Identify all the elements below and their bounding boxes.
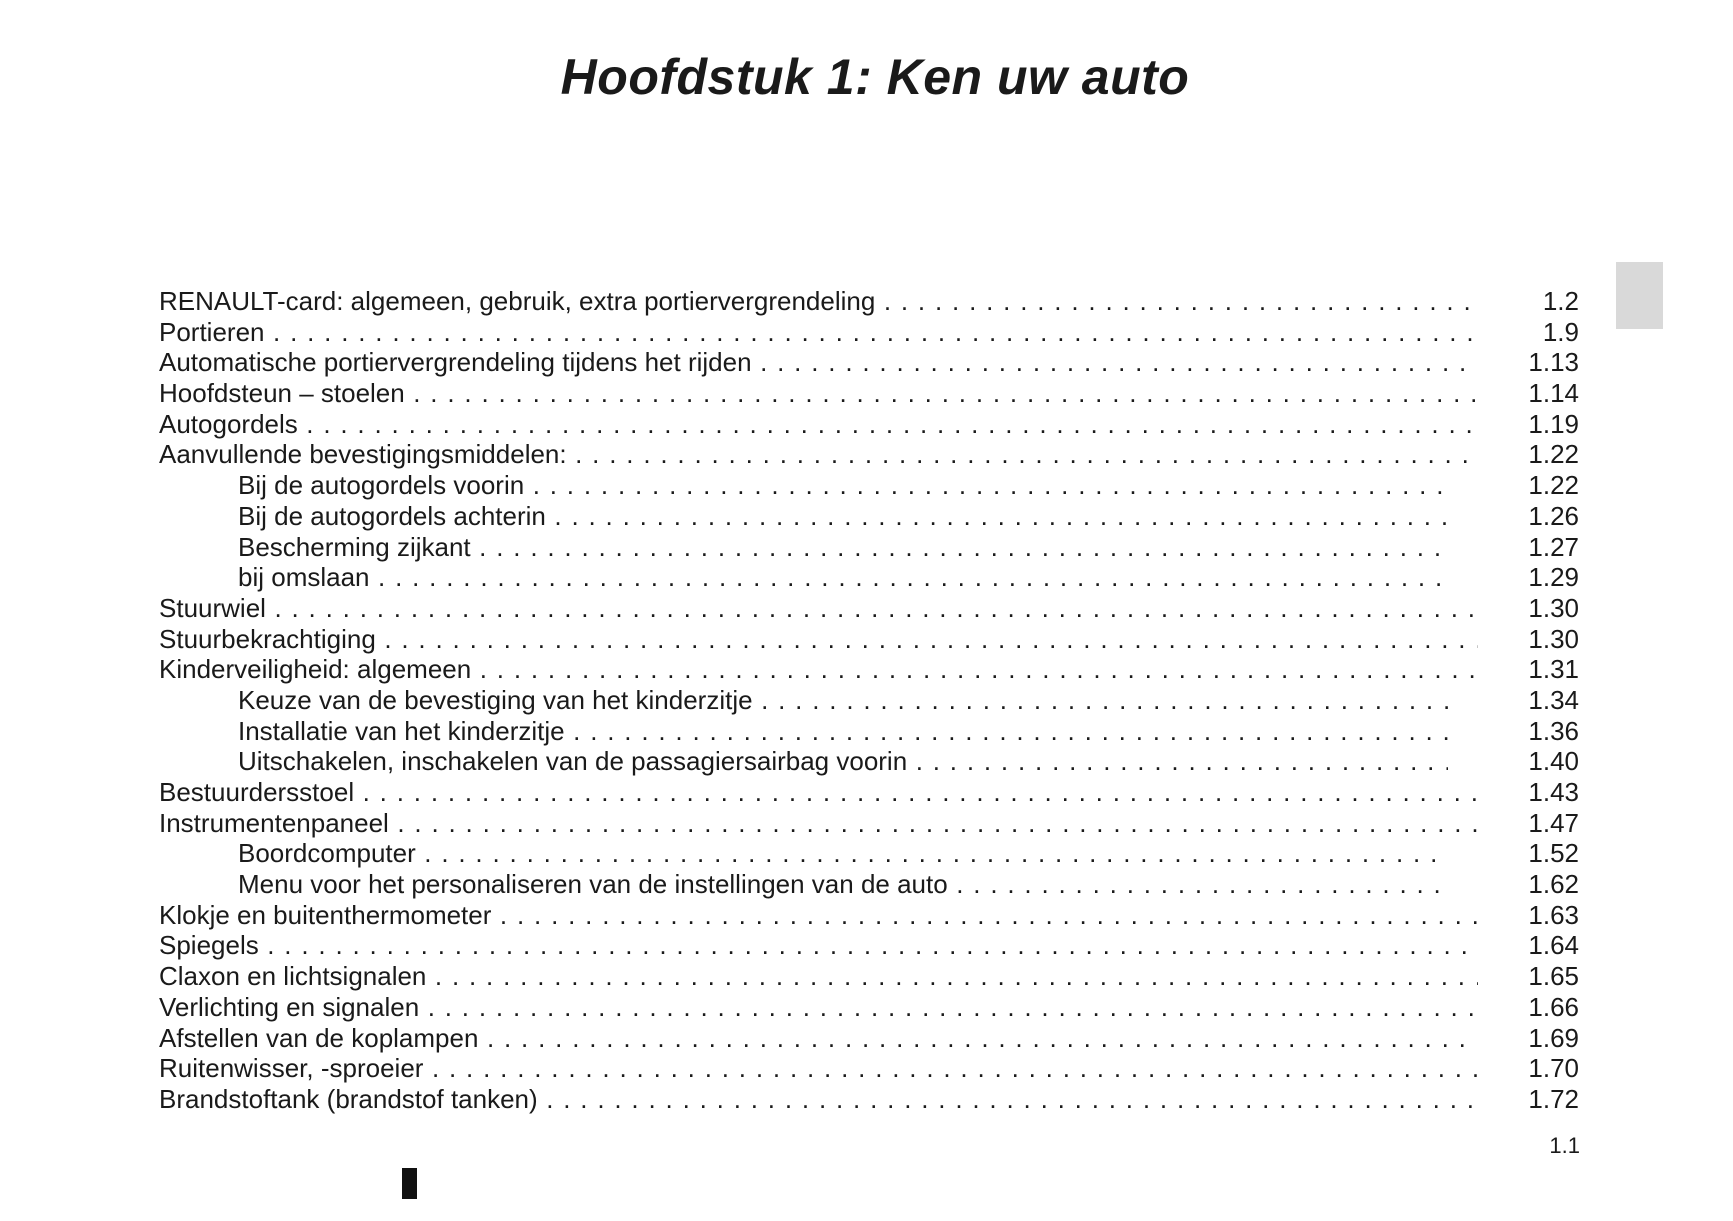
table-of-contents [159,286,1579,1115]
toc-entry-page: 1.70 [1528,1053,1579,1084]
toc-entry-page: 1.52 [1528,838,1579,869]
toc-entry-page: 1.30 [1528,592,1579,623]
toc-entry-page: 1.13 [1528,347,1579,378]
toc-entry[interactable] [159,869,1579,900]
toc-entry-page: 1.26 [1528,500,1579,531]
toc-entry[interactable] [159,378,1579,409]
toc-entry-page: 1.36 [1528,715,1579,746]
toc-entry-label: Spiegels . . . [159,930,1478,961]
toc-entry-page: 1.22 [1528,439,1579,470]
toc-entry-label: Verlichting en signalen . . . [159,992,1478,1023]
toc-entry-page: 1.72 [1528,1083,1579,1114]
toc-entry-label: Bij de autogordels voorin . . . [238,470,1448,501]
toc-entry-label: Ruitenwisser, -sproeier . . . [159,1053,1478,1084]
toc-entry-label: Stuurbekrachtiging . . . [159,624,1478,655]
toc-entry-label: Bescherming zijkant . . . [238,532,1448,563]
toc-entry[interactable] [159,746,1579,777]
toc-entry[interactable] [159,992,1579,1023]
toc-entry-page: 1.47 [1528,807,1579,838]
toc-entry-label: Portieren . . . [159,317,1478,348]
toc-entry-label: Bij de autogordels achterin . . . [238,501,1448,532]
toc-entry-page: 1.69 [1528,1022,1579,1053]
toc-entry[interactable] [159,532,1579,563]
toc-entry[interactable] [159,961,1579,992]
toc-entry-label: Menu voor het personaliseren van de instellingen van de auto . . . [238,869,1448,900]
page-number: 1.1 [1549,1133,1580,1158]
toc-entry-page: 1.30 [1528,623,1579,654]
toc-entry-label: Kinderveiligheid: algemeen . . . [159,654,1478,685]
toc-entry-label: Stuurwiel . . . [159,593,1478,624]
toc-entry[interactable] [159,900,1579,931]
toc-entry[interactable] [159,409,1579,440]
toc-entry-label: Brandstoftank (brandstof tanken) . . . [159,1084,1478,1115]
chapter-tab-marker [1616,262,1663,329]
toc-entry-page: 1.19 [1528,408,1579,439]
toc-entry[interactable] [159,624,1579,655]
toc-entry-label: Klokje en buitenthermometer . . . [159,900,1478,931]
print-registration-mark [402,1168,417,1199]
toc-entry-label: Autogordels . . . [159,409,1478,440]
chapter-title: Hoofdstuk 1: Ken uw auto [560,49,1190,105]
toc-entry-label: Claxon en lichtsignalen . . . [159,961,1478,992]
toc-entry-label: Keuze van de bevestiging van het kinderzitje . . . [238,685,1448,716]
toc-entry[interactable] [159,685,1579,716]
toc-entry-label: Aanvullende bevestigingsmiddelen: . . . [159,439,1478,470]
toc-entry-label: Instrumentenpaneel . . . [159,808,1478,839]
toc-entry-page: 1.40 [1528,746,1579,777]
toc-entry[interactable] [159,593,1579,624]
toc-entry-page: 1.9 [1542,316,1579,347]
toc-entry[interactable] [159,1084,1579,1115]
toc-entry[interactable] [159,286,1579,317]
toc-entry[interactable] [159,562,1579,593]
toc-entry-label: Boordcomputer . . . [238,838,1448,869]
toc-entry-page: 1.64 [1528,930,1579,961]
toc-entry-label: Installatie van het kinderzitje . . . [238,716,1448,747]
toc-entry[interactable] [159,654,1579,685]
toc-entry-label: bij omslaan . . . [238,562,1448,593]
toc-entry-label: Hoofdsteun – stoelen . . . [159,378,1478,409]
toc-entry-page: 1.65 [1528,961,1579,992]
toc-entry-page: 1.27 [1528,531,1579,562]
toc-entry[interactable] [159,777,1579,808]
toc-entry-label: Bestuurdersstoel . . . [159,777,1478,808]
toc-entry-page: 1.2 [1542,286,1579,316]
toc-entry[interactable] [159,716,1579,747]
toc-entry-page: 1.22 [1528,470,1579,501]
toc-entry-page: 1.31 [1528,654,1579,685]
toc-entry[interactable] [159,470,1579,501]
toc-entry-page: 1.34 [1528,684,1579,715]
toc-entry[interactable] [159,1053,1579,1084]
toc-entry[interactable] [159,317,1579,348]
toc-entry-page: 1.62 [1528,869,1579,900]
toc-entry[interactable] [159,501,1579,532]
toc-entry-label: Afstellen van de koplampen . . . [159,1023,1478,1054]
toc-entry[interactable] [159,347,1579,378]
toc-entry-label: Uitschakelen, inschakelen van de passagiersairbag voorin . . . [238,746,1448,777]
toc-entry[interactable] [159,1023,1579,1054]
toc-entry-page: 1.43 [1528,777,1579,807]
toc-entry[interactable] [159,930,1579,961]
toc-entry[interactable] [159,838,1579,869]
toc-entry-page: 1.66 [1528,991,1579,1022]
toc-entry[interactable] [159,808,1579,839]
toc-entry-page: 1.29 [1528,562,1579,593]
toc-entry[interactable] [159,439,1579,470]
toc-entry-page: 1.14 [1528,378,1579,409]
toc-entry-label: Automatische portiervergrendeling tijdens het rijden . . . [159,347,1478,378]
toc-entry-page: 1.63 [1528,899,1579,930]
toc-entry-label: RENAULT-card: algemeen, gebruik, extra portiervergrendeling . . . [159,286,1478,317]
